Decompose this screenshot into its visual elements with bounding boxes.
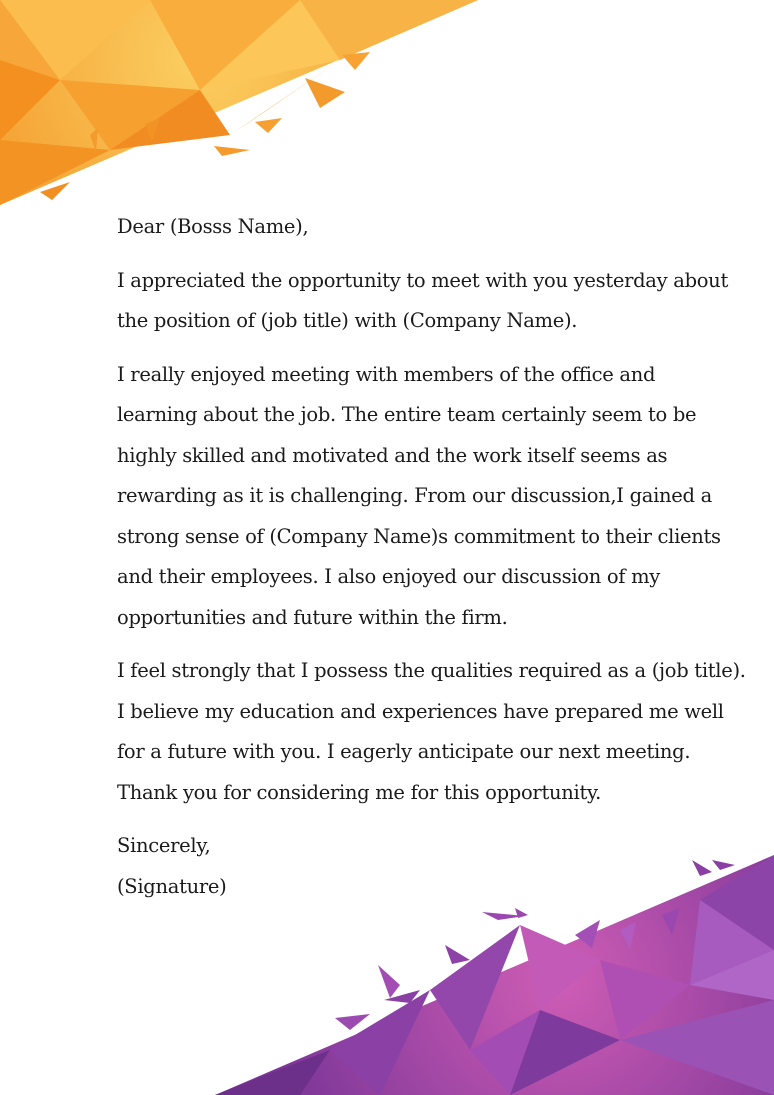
paragraph-line: strong sense of (Company Name)s commitment to their clients [117, 524, 721, 548]
closing-block [117, 826, 677, 907]
paragraph-line: learning about the job. The entire team certainly seem to be [117, 403, 697, 426]
paragraph-3 [117, 651, 746, 813]
paragraph-line: opportunities and future within the firm. [117, 605, 508, 629]
orange-shape-group [0, 0, 478, 205]
letter-body [117, 207, 746, 907]
paragraph-line: highly skilled and motivated and the work itself seems as [117, 443, 668, 467]
paragraph-line: and their employees. I also enjoyed our discussion of my [117, 565, 661, 588]
paragraph-line: for a future with you. I eagerly anticipate our next meeting. [117, 740, 691, 763]
paragraph-line: rewarding as it is challenging. From our discussion,I gained a [117, 484, 712, 507]
paragraph-line: the position of (job title) with (Company Name). [117, 309, 578, 332]
paragraph-2 [117, 355, 721, 639]
paragraph-line: I feel strongly that I possess the qualities required as a (job title). [117, 659, 746, 682]
paragraph-line: I really enjoyed meeting with members of the office and [117, 362, 656, 386]
signature: (Signature) [117, 874, 227, 898]
paragraph-line: I believe my education and experiences have prepared me well [117, 699, 724, 723]
paragraph-line: I appreciated the opportunity to meet with you yesterday about [117, 268, 728, 292]
paragraph-1 [117, 261, 728, 342]
paragraph-line: Thank you for considering me for this opportunity. [117, 780, 602, 804]
salutation: Dear (Bosss Name), [117, 215, 309, 238]
closing: Sincerely, [117, 834, 211, 857]
